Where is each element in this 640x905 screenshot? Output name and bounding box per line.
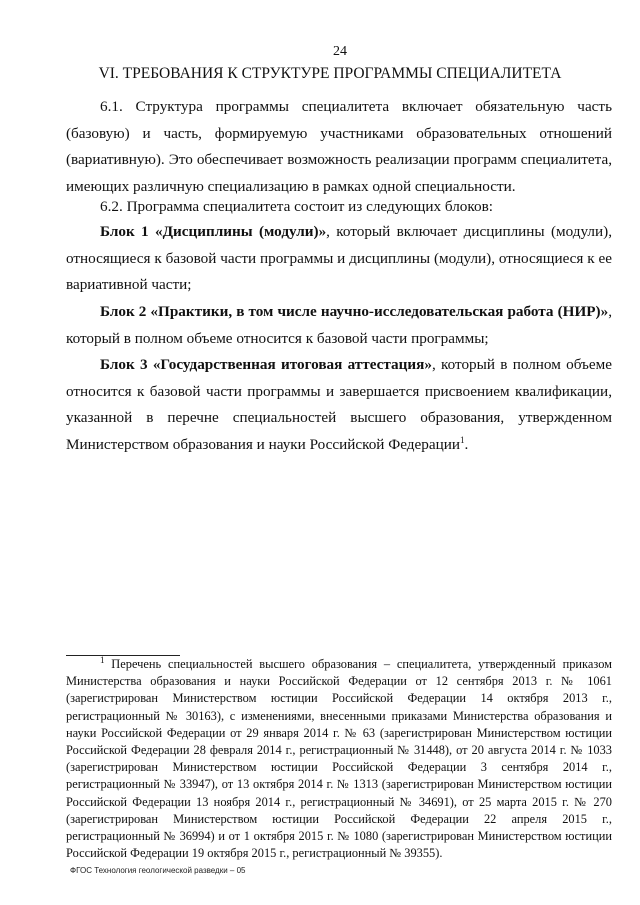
paragraph-6-2 [66, 194, 612, 221]
page-number: 24 [333, 44, 347, 59]
document-footer: ФГОС Технология геологической разведки – 05 [70, 866, 246, 875]
block-2-text: , который в полном объеме относится к базовой части программы; [66, 303, 612, 347]
block-2-title: Блок 2 «Практики, в том числе научно-исследовательская работа (НИР)» [100, 303, 609, 320]
block-1-text: , который включает дисциплины (модули), относящиеся к базовой части программы и дисциплины (модули), относящиеся к ее вариативной части; [66, 223, 612, 293]
paragraph-6-2-text: 6.2. Программа специалитета состоит из следующих блоков: [100, 198, 493, 215]
block-3-paragraph [66, 352, 612, 458]
paragraph-6-1 [66, 94, 612, 200]
footnote-text: Перечень специальностей высшего образования – специалитета, утвержденный приказом Министерства образования и науки Российской Федерации от 12 сентября 2013 г. № 1061 (зарегистрирован Министерством юстиции Российской Федерации 14 октября 2013 г., регистрационный № 30163), с изменениями, внесенными приказами Министерства образования и науки Российской Федерации от 29 января 2014 г. № 63 (зарегистрирован Министерством юстиции Российской Федерации 28 февраля 2014 г., регистрационный № 31448), от 20 августа 2014 г. № 1033 (зарегистрирован Министерством юстиции Российской Федерации 3 сентября 2014 г., регистрационный № 33947), от 13 октября 2014 г. № 1313 (зарегистрирован Министерством юстиции Российской Федерации 13 ноября 2014 г., регистрационный № 34691), от 25 марта 2015 г. № 270 (зарегистрирован Министерством юстиции Российской Федерации 22 апреля 2015 г., регистрационный № 36994) и от 1 октября 2015 г. № 1080 (зарегистрирован Министерством юстиции Российской Федерации 19 октября 2015 г., регистрационный № 39355). [66, 657, 612, 861]
block-3-end: . [464, 435, 469, 453]
block-1-paragraph [66, 219, 612, 299]
block-1-line [66, 219, 612, 299]
footnote-reference[interactable]: 1 [459, 434, 465, 445]
block-2-paragraph [66, 299, 612, 352]
block-3-line [66, 352, 612, 458]
footnote-marker: 1 [100, 654, 105, 665]
block-2-line [66, 299, 612, 352]
footnote [66, 656, 612, 862]
section-title: VI. ТРЕБОВАНИЯ К СТРУКТУРЕ ПРОГРАММЫ СПЕЦИАЛИТЕТА [98, 65, 562, 82]
footnote-line [66, 656, 612, 862]
paragraph-6-1-text: 6.1. Структура программы специалитета включает обязательную часть (базовую) и часть, формируемую участниками образовательных отношений (вариативную). Это обеспечивает возможность реализации программ специалитета, имеющих различную специализацию в рамках одной специальности. [66, 98, 612, 195]
block-3-title: Блок 3 «Государственная итоговая аттестация» [100, 356, 432, 373]
block-3-text: , который в полном объеме относится к базовой части программы и завершается присвоением квалификации, указанной в перечне специальностей высшего образования, утвержденном Министерством образования и науки Российской Федерации [66, 356, 612, 453]
block-1-title: Блок 1 «Дисциплины (модули)» [100, 223, 327, 240]
